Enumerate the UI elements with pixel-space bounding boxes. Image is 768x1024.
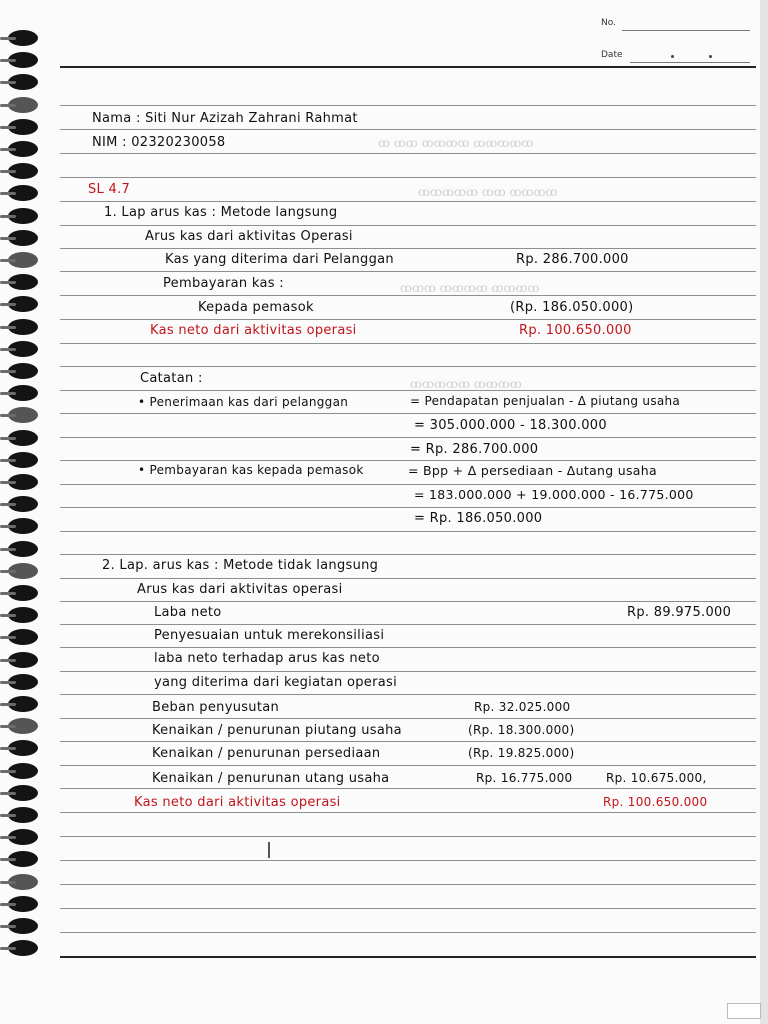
ruled-line <box>60 437 756 438</box>
part2-adjustment-total: Rp. 10.675.000, <box>606 771 707 785</box>
part2-payable-label: Kenaikan / penurunan utang usaha <box>152 771 390 786</box>
pencil-mark <box>268 842 270 858</box>
binding-ring <box>8 563 38 579</box>
ruled-line <box>60 956 756 958</box>
date-label: Date <box>601 50 623 60</box>
part1-net-label: Kas neto dari aktivitas operasi <box>150 323 357 338</box>
binding-ring <box>8 163 38 179</box>
date-dot <box>709 55 712 58</box>
binding-ring <box>8 785 38 801</box>
part2-net-value: Rp. 100.650.000 <box>603 795 708 809</box>
ruled-line <box>60 578 756 579</box>
part2-net-income-label: Laba neto <box>154 605 222 620</box>
binding-ring <box>8 296 38 312</box>
binding-ring <box>8 385 38 401</box>
ruled-line <box>60 177 756 178</box>
part1-supplier-label: Kepada pemasok <box>198 300 314 315</box>
binding-ring <box>8 585 38 601</box>
ruled-line <box>60 390 756 391</box>
notes-payments-formula: = Bpp + Δ persediaan - Δutang usaha <box>408 463 657 478</box>
show-through-text: ꝏ ꝏꝏ ꝏꝏꝏꝏ ꝏꝏꝏꝏꝏ <box>378 136 534 150</box>
binding-ring <box>8 652 38 668</box>
section-title: SL 4.7 <box>88 182 131 197</box>
ruled-line <box>60 153 756 154</box>
binding-ring <box>8 918 38 934</box>
ruled-line <box>60 271 756 272</box>
part2-receivable-label: Kenaikan / penurunan piutang usaha <box>152 723 402 738</box>
ruled-line <box>60 694 756 695</box>
ruled-line <box>60 366 756 367</box>
part1-payments-label: Pembayaran kas : <box>163 276 284 291</box>
part2-inventory-value: (Rp. 19.825.000) <box>468 746 575 760</box>
notes-receipts-step1: = 305.000.000 - 18.300.000 <box>414 418 607 433</box>
binding-ring <box>8 452 38 468</box>
notes-receipts-label: • Penerimaan kas dari pelanggan <box>138 395 349 409</box>
ruled-line <box>60 507 756 508</box>
binding-ring <box>8 896 38 912</box>
part2-adjustment-line2: laba neto terhadap arus kas neto <box>154 651 380 666</box>
binding-ring <box>8 829 38 845</box>
binding-ring <box>8 674 38 690</box>
part2-depreciation-label: Beban penyusutan <box>152 700 280 715</box>
binding-ring <box>8 52 38 68</box>
ruled-line <box>60 718 756 719</box>
notes-payments-label: • Pembayaran kas kepada pemasok <box>138 463 364 477</box>
part1-received-value: Rp. 286.700.000 <box>516 252 629 267</box>
binding-ring <box>8 740 38 756</box>
binding-ring <box>8 74 38 90</box>
ruled-line <box>60 201 756 202</box>
ruled-line <box>60 601 756 602</box>
ruled-line <box>60 647 756 648</box>
binding-ring <box>8 97 38 113</box>
part1-received-label: Kas yang diterima dari Pelanggan <box>165 252 394 267</box>
binding-ring <box>8 141 38 157</box>
date-line <box>630 62 750 63</box>
ruled-line <box>60 812 756 813</box>
part2-adjustment-line1: Penyesuaian untuk merekonsiliasi <box>154 628 385 643</box>
part2-net-label: Kas neto dari aktivitas operasi <box>134 795 341 810</box>
ruled-line <box>60 788 756 789</box>
ruled-line <box>60 225 756 226</box>
binding-ring <box>8 363 38 379</box>
ruled-line <box>60 129 756 130</box>
part2-adjustment-line3: yang diterima dari kegiatan operasi <box>154 675 397 690</box>
part2-payable-value: Rp. 16.775.000 <box>476 771 573 785</box>
binding-ring <box>8 230 38 246</box>
ruled-line <box>60 554 756 555</box>
scanner-logo <box>727 1003 761 1019</box>
part2-title: 2. Lap. arus kas : Metode tidak langsung <box>102 558 379 573</box>
binding-ring <box>8 208 38 224</box>
binding-ring <box>8 518 38 534</box>
binding-ring <box>8 940 38 956</box>
ruled-line <box>60 884 756 885</box>
ruled-line <box>60 66 756 68</box>
ruled-line <box>60 624 756 625</box>
ruled-line <box>60 765 756 766</box>
binding-ring <box>8 851 38 867</box>
part1-title: 1. Lap arus kas : Metode langsung <box>104 205 338 220</box>
part1-ops-heading: Arus kas dari aktivitas Operasi <box>145 229 353 244</box>
date-dot <box>671 55 674 58</box>
ruled-line <box>60 531 756 532</box>
binding-ring <box>8 807 38 823</box>
ruled-line <box>60 860 756 861</box>
notes-heading: Catatan : <box>140 371 203 386</box>
ruled-line <box>60 248 756 249</box>
ruled-line <box>60 105 756 106</box>
ruled-line <box>60 932 756 933</box>
ruled-line <box>60 319 756 320</box>
ruled-line <box>60 484 756 485</box>
page-edge <box>760 0 768 1024</box>
binding-ring <box>8 541 38 557</box>
ruled-line <box>60 671 756 672</box>
ruled-line <box>60 460 756 461</box>
notes-receipts-formula: = Pendapatan penjualan - Δ piutang usaha <box>410 394 681 408</box>
ruled-line <box>60 741 756 742</box>
show-through-text: ꝏꝏꝏ ꝏꝏꝏꝏ ꝏꝏꝏꝏ <box>400 281 540 295</box>
binding-ring <box>8 430 38 446</box>
ruled-line <box>60 836 756 837</box>
ruled-line <box>60 413 756 414</box>
notes-receipts-step2: = Rp. 286.700.000 <box>410 442 539 457</box>
student-name: Nama : Siti Nur Azizah Zahrani Rahmat <box>92 111 358 126</box>
notes-payments-step2: = Rp. 186.050.000 <box>414 511 543 526</box>
binding-ring <box>8 252 38 268</box>
part2-ops-heading: Arus kas dari aktivitas operasi <box>137 582 343 597</box>
ruled-line <box>60 295 756 296</box>
no-line <box>622 30 750 31</box>
part1-net-value: Rp. 100.650.000 <box>519 323 632 338</box>
part2-net-income-value: Rp. 89.975.000 <box>627 605 732 620</box>
show-through-text: ꝏꝏꝏꝏꝏ ꝏꝏꝏꝏ <box>410 377 522 391</box>
binding-ring <box>8 30 38 46</box>
binding-ring <box>8 874 38 890</box>
binding-ring <box>8 407 38 423</box>
part2-inventory-label: Kenaikan / penurunan persediaan <box>152 746 381 761</box>
binding-ring <box>8 474 38 490</box>
ruled-line <box>60 343 756 344</box>
ruled-line <box>60 908 756 909</box>
binding-ring <box>8 718 38 734</box>
part1-supplier-value: (Rp. 186.050.000) <box>510 300 634 315</box>
binding-ring <box>8 341 38 357</box>
notes-payments-step1: = 183.000.000 + 19.000.000 - 16.775.000 <box>414 487 694 502</box>
part2-receivable-value: (Rp. 18.300.000) <box>468 723 575 737</box>
show-through-text: ꝏꝏꝏꝏꝏ ꝏꝏ ꝏꝏꝏꝏ <box>418 185 558 199</box>
part2-depreciation-value: Rp. 32.025.000 <box>474 700 571 714</box>
binding-ring <box>8 763 38 779</box>
binding-ring <box>8 496 38 512</box>
binding-ring <box>8 119 38 135</box>
binding-ring <box>8 696 38 712</box>
binding-ring <box>8 607 38 623</box>
student-nim: NIM : 02320230058 <box>92 135 226 150</box>
binding-ring <box>8 629 38 645</box>
binding-ring <box>8 185 38 201</box>
binding-ring <box>8 319 38 335</box>
no-label: No. <box>601 18 616 28</box>
binding-ring <box>8 274 38 290</box>
